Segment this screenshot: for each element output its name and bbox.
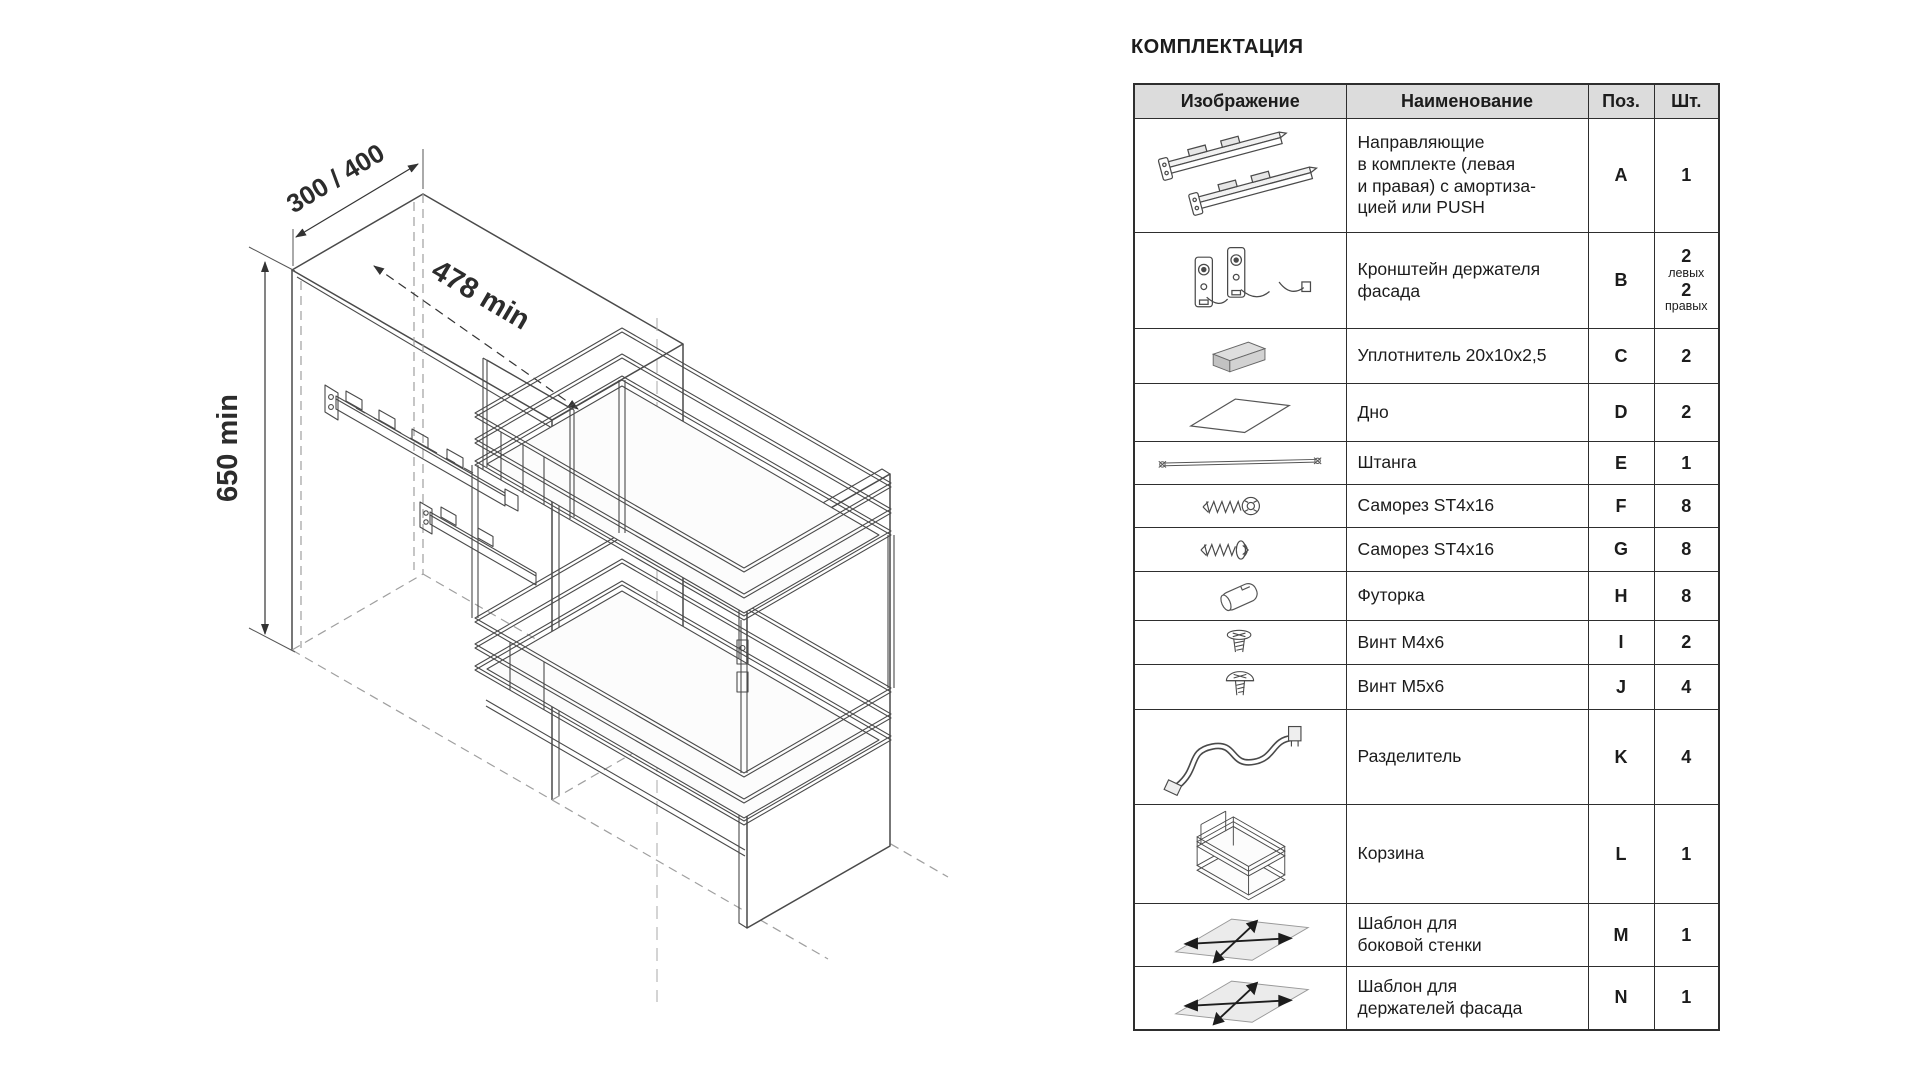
item-name: Разделитель [1346, 710, 1588, 805]
item-quantity: 8 [1654, 485, 1719, 528]
item-name: Направляющие в комплекте (левая и правая) с амортиза- цией или PUSH [1346, 119, 1588, 233]
item-quantity: 1 [1654, 119, 1719, 233]
item-name: Корзина [1346, 805, 1588, 904]
facade-brackets-icon [1134, 233, 1346, 329]
item-position: A [1588, 119, 1654, 233]
table-row [1134, 442, 1719, 485]
item-name: Уплотнитель 20x10x2,5 [1346, 329, 1588, 384]
col-header-qty: Шт. [1654, 84, 1719, 119]
item-quantity: 1 [1654, 967, 1719, 1030]
item-quantity: 4 [1654, 665, 1719, 710]
item-position: F [1588, 485, 1654, 528]
item-quantity: 8 [1654, 528, 1719, 572]
slide-rail-upper-icon [325, 385, 518, 511]
item-name: Винт M4x6 [1346, 621, 1588, 665]
table-row [1134, 233, 1719, 329]
item-quantity: 2 [1654, 329, 1719, 384]
item-position: B [1588, 233, 1654, 329]
table-row [1134, 329, 1719, 384]
item-position: D [1588, 384, 1654, 442]
table-row [1134, 528, 1719, 572]
table-row [1134, 119, 1719, 233]
table-header-row [1134, 84, 1719, 119]
table-row [1134, 572, 1719, 621]
rails-pair-icon [1134, 119, 1346, 233]
item-name: Шаблон для боковой стенки [1346, 904, 1588, 967]
item-position: J [1588, 665, 1654, 710]
dimension-width [281, 138, 423, 266]
table-row [1134, 621, 1719, 665]
col-header-name: Наименование [1346, 84, 1588, 119]
item-quantity: 2 [1654, 621, 1719, 665]
machine-screw-m4-icon [1134, 621, 1346, 665]
bottom-panel-icon [1134, 384, 1346, 442]
item-quantity: 1 [1654, 904, 1719, 967]
item-quantity: 2 левых 2 правых [1654, 233, 1719, 329]
col-header-image: Изображение [1134, 84, 1346, 119]
item-name: Шаблон для держателей фасада [1346, 967, 1588, 1030]
table-row [1134, 710, 1719, 805]
rod-icon [1134, 442, 1346, 485]
item-position: L [1588, 805, 1654, 904]
item-position: E [1588, 442, 1654, 485]
table-row [1134, 485, 1719, 528]
dimension-depth [374, 254, 578, 409]
col-header-pos: Поз. [1588, 84, 1654, 119]
item-quantity: 1 [1654, 442, 1719, 485]
item-name: Саморез ST4x16 [1346, 485, 1588, 528]
sleeve-icon [1134, 572, 1346, 621]
seal-block-icon [1134, 329, 1346, 384]
assembly-drawing [0, 0, 960, 1082]
page-title: КОМПЛЕКТАЦИЯ [1131, 36, 1304, 58]
item-quantity: 8 [1654, 572, 1719, 621]
item-name: Винт M5x6 [1346, 665, 1588, 710]
divider-wire-icon [1134, 710, 1346, 805]
dim-depth-label: 478 min [425, 254, 536, 337]
item-name: Саморез ST4x16 [1346, 528, 1588, 572]
item-position: G [1588, 528, 1654, 572]
parts-table [1133, 83, 1720, 1031]
table-row [1134, 904, 1719, 967]
dim-height-label: 650 min [212, 394, 244, 502]
template-side-wall-icon [1134, 904, 1346, 967]
item-position: K [1588, 710, 1654, 805]
item-position: N [1588, 967, 1654, 1030]
table-row [1134, 665, 1719, 710]
item-position: H [1588, 572, 1654, 621]
basket-icon [1134, 805, 1346, 904]
item-position: C [1588, 329, 1654, 384]
item-name: Штанга [1346, 442, 1588, 485]
item-name: Кронштейн держателя фасада [1346, 233, 1588, 329]
table-row [1134, 384, 1719, 442]
item-quantity: 1 [1654, 805, 1719, 904]
item-position: M [1588, 904, 1654, 967]
machine-screw-m5-icon [1134, 665, 1346, 710]
item-position: I [1588, 621, 1654, 665]
item-name: Дно [1346, 384, 1588, 442]
screw-countersunk-icon [1134, 485, 1346, 528]
item-name: Футорка [1346, 572, 1588, 621]
item-quantity: 4 [1654, 710, 1719, 805]
item-quantity: 2 [1654, 384, 1719, 442]
template-facade-icon [1134, 967, 1346, 1030]
dim-width-label: 300 / 400 [281, 137, 390, 220]
table-row [1134, 805, 1719, 904]
dimension-height [212, 247, 295, 652]
screw-panhead-icon [1134, 528, 1346, 572]
table-row [1134, 967, 1719, 1030]
